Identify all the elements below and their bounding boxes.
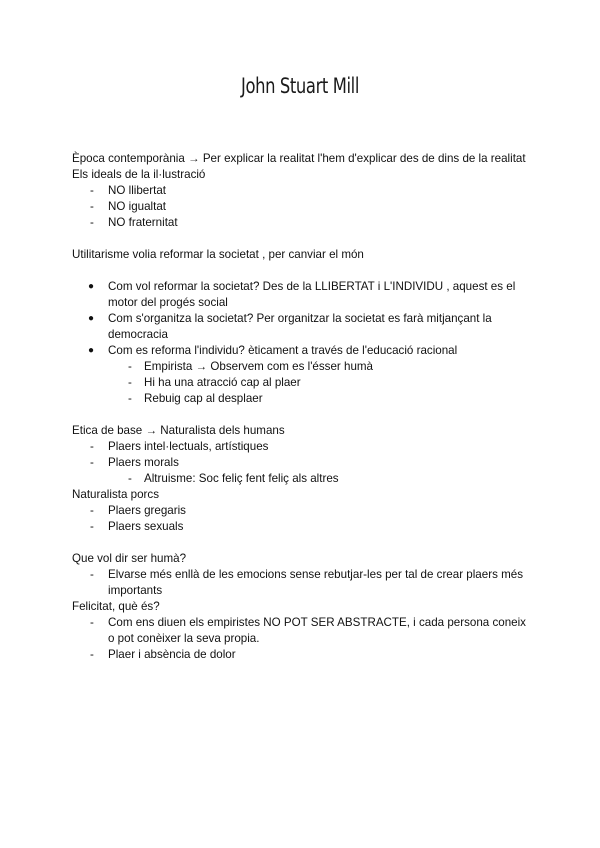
dash-marker: - — [90, 200, 94, 213]
dash-marker: - — [90, 568, 94, 581]
sub-list-item: - Rebuig cap al desplaer — [128, 392, 263, 405]
dash-marker: - — [90, 184, 94, 197]
spacer — [72, 231, 532, 247]
paragraph-felicitat: Felicitat, què és? — [72, 600, 160, 613]
bullet-item: ● Com vol reformar la societat? Des de la LLIBERTAT i L'INDIVIDU , aquest es el motor del progés social — [88, 280, 516, 309]
sub-list-item: - Altruisme: Soc feliç fent feliç als altres — [128, 472, 339, 485]
document-body — [72, 151, 532, 663]
dash-marker: - — [128, 392, 132, 405]
list-item: - Elvarse més enllà de les emocions sense rebutjar-les per tal de crear plaers més importants — [90, 568, 523, 597]
paragraph-etica: Etica de base → Naturalista dels humans — [72, 424, 285, 437]
dash-marker: - — [90, 440, 94, 453]
dash-marker: - — [90, 648, 94, 661]
list-item: - Plaers gregaris — [90, 504, 186, 517]
spacer — [72, 535, 532, 551]
bullet-item: ● Com s'organitza la societat? Per organitzar la societat es farà mitjançant la democracia — [88, 312, 492, 341]
paragraph-ideals: Els ideals de la il·lustració — [72, 168, 206, 181]
dash-marker: - — [90, 520, 94, 533]
paragraph-huma: Que vol dir ser humà? — [72, 552, 187, 565]
list-item: - Com ens diuen els empiristes NO POT SER ABSTRACTE, i cada persona coneix o pot conèixer la seva propia. — [90, 616, 526, 645]
list-item: - NO fraternitat — [90, 216, 178, 229]
spacer — [72, 263, 532, 279]
dash-marker: - — [90, 216, 94, 229]
list-item: - Plaers intel·lectuals, artístiques — [90, 440, 269, 453]
dash-marker: - — [90, 456, 94, 469]
dash-marker: - — [90, 616, 94, 629]
bullet-marker: ● — [88, 313, 95, 324]
paragraph-porcs: Naturalista porcs — [72, 488, 159, 501]
list-item: - Plaers morals — [90, 456, 179, 469]
sub-list-item: - Empirista → Observem com es l'ésser humà — [128, 360, 373, 373]
dash-marker: - — [128, 472, 132, 485]
bullet-item: ● Com es reforma l'individu? èticament a través de l'educació racional — [88, 344, 458, 357]
list-item: - Plaer i absència de dolor — [90, 648, 236, 661]
spacer — [72, 407, 532, 423]
sub-list-item: - Hi ha una atracció cap al plaer — [128, 376, 301, 389]
list-item: - NO llibertat — [90, 184, 166, 197]
page-title: John Stuart Mill — [241, 74, 359, 98]
dash-marker: - — [128, 376, 132, 389]
list-item: - NO igualtat — [90, 200, 166, 213]
bullet-marker: ● — [88, 345, 95, 356]
bullet-marker: ● — [88, 281, 95, 292]
paragraph-utilitarisme: Utilitarisme volia reformar la societat , per canviar el món — [72, 248, 364, 261]
paragraph-epoca: Època contemporània → Per explicar la realitat l'hem d'explicar des de dins de la realitat — [72, 152, 526, 165]
dash-marker: - — [128, 360, 132, 373]
list-item: - Plaers sexuals — [90, 520, 184, 533]
dash-marker: - — [90, 504, 94, 517]
